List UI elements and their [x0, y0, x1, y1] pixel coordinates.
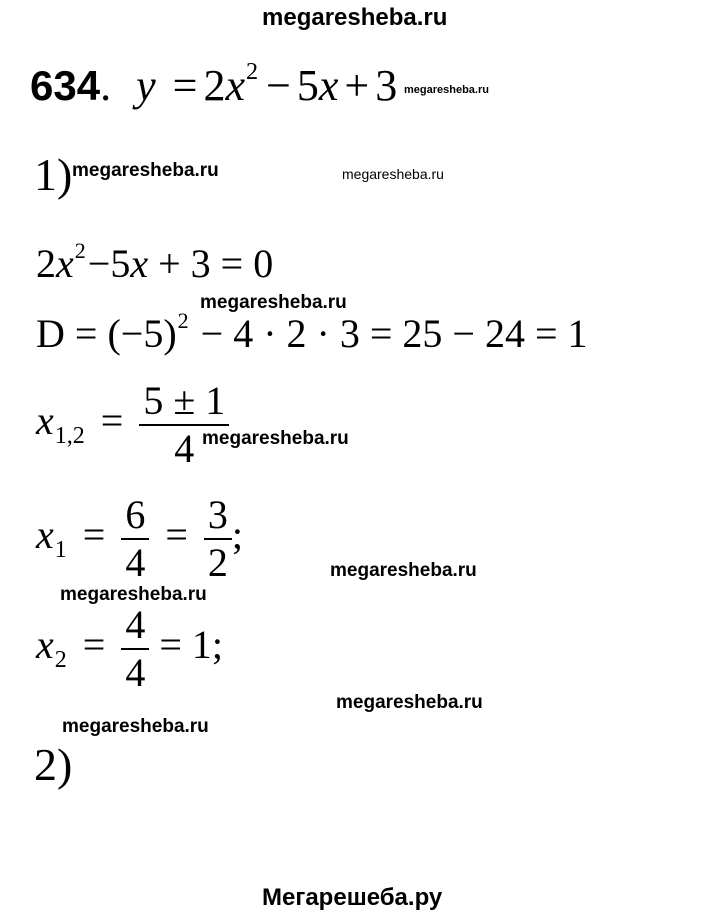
x1-fraction-2 [204, 494, 232, 584]
watermark-below-x1: megaresheba.ru [60, 584, 207, 605]
x1-variable: x [36, 512, 54, 558]
x2-subscript: 2 [54, 646, 67, 673]
plus-sign: + [344, 61, 370, 110]
watermark-after-part1: megaresheba.ru [72, 160, 219, 181]
eq-tail: + 3 = 0 [158, 241, 274, 286]
roots-denominator: 4 [174, 426, 195, 471]
coef-a: 2 [203, 61, 226, 110]
x1-semicolon: ; [231, 512, 244, 558]
problem-header [30, 58, 398, 110]
watermark-right-x2: megaresheba.ru [336, 692, 483, 713]
watermark-below-x2: megaresheba.ru [62, 716, 209, 737]
x2-result: = 1; [159, 622, 223, 668]
equals-sign: = [172, 61, 198, 110]
roots-equals: = [100, 398, 124, 444]
eq-linear-coef: −5 [87, 241, 131, 286]
x2-variable: x [36, 622, 54, 668]
x2-denominator: 4 [125, 650, 146, 695]
exponent: 2 [245, 58, 259, 86]
discriminant-exponent: 2 [177, 308, 189, 334]
roots-numerator: 5 ± 1 [143, 378, 226, 423]
part1-label: 1) [34, 149, 73, 200]
watermark-after-equation-2: megaresheba.ru [200, 292, 347, 313]
roots-subscript: 1,2 [54, 422, 85, 449]
minus-sign: − [266, 61, 291, 110]
variable-x: x [225, 61, 245, 110]
watermark-footer: Мегарешеба.ру [262, 884, 443, 911]
discriminant-line [36, 308, 588, 356]
x1-numerator-1: 6 [125, 492, 146, 537]
problem-number-dot: . [100, 61, 112, 110]
eq-variable-x-2: x [130, 241, 149, 286]
coef-c: 3 [375, 61, 398, 110]
x2-numerator: 4 [125, 602, 146, 647]
problem-number: 634 [30, 62, 101, 109]
discriminant-rhs: − 4 · 2 · 3 = 25 − 24 = 1 [200, 311, 588, 356]
discriminant-lhs: D = (−5) [36, 311, 177, 356]
watermark-top: megaresheba.ru [262, 4, 448, 31]
eq-variable-x: x [56, 241, 74, 286]
variable-x-2: x [318, 61, 339, 110]
x1-equals-1: = [82, 512, 106, 558]
watermark-right-x1: megaresheba.ru [330, 560, 477, 581]
root-x2-line [36, 604, 223, 694]
watermark-right-part1: megaresheba.ru [342, 166, 444, 182]
coef-b: 5 [296, 61, 319, 110]
x1-fraction-1 [121, 494, 149, 584]
part2-label: 2) [34, 739, 73, 790]
x1-subscript: 1 [54, 536, 67, 563]
eq-coef-a: 2 [36, 241, 56, 286]
quadratic-equation [36, 238, 274, 286]
root-x1-line [36, 494, 243, 584]
roots-formula [36, 380, 229, 470]
watermark-after-roots: megaresheba.ru [202, 428, 349, 449]
x1-denominator-1: 4 [125, 540, 146, 585]
x1-numerator-2: 3 [207, 492, 228, 537]
watermark-after-equation: megaresheba.ru [404, 84, 489, 96]
x1-denominator-2: 2 [207, 540, 228, 585]
x2-fraction [121, 604, 149, 694]
function-lhs: y [136, 61, 156, 110]
x2-equals-1: = [82, 622, 106, 668]
eq-exponent: 2 [74, 238, 86, 264]
roots-variable: x [36, 398, 54, 444]
x1-equals-2: = [165, 512, 188, 558]
roots-fraction [139, 380, 229, 470]
